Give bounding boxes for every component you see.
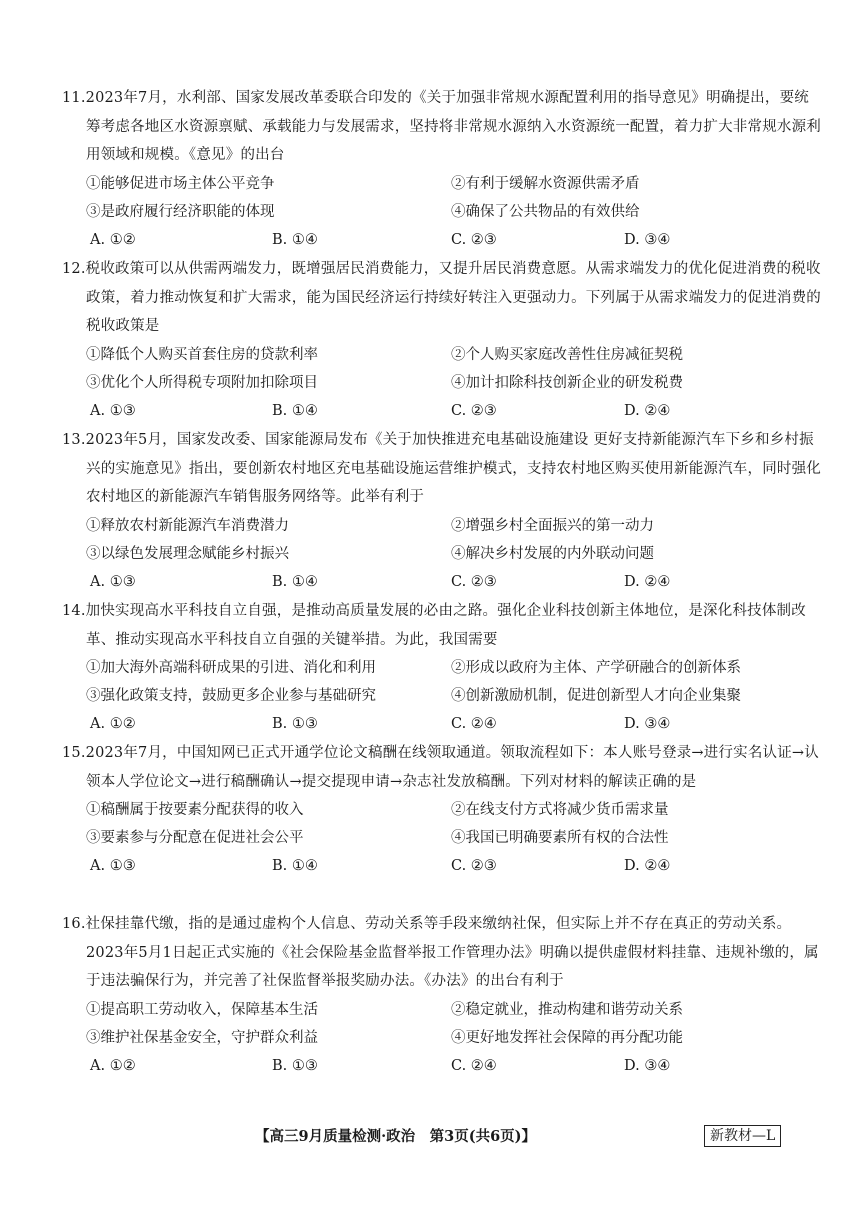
option-1: ①释放农村新能源汽车消费潜力 bbox=[86, 517, 289, 534]
edition-tag: 新教材—L bbox=[704, 1125, 781, 1147]
option-grid bbox=[62, 512, 822, 568]
answer-c: C. ②④ bbox=[451, 716, 497, 733]
option-4: ④更好地发挥社会保障的再分配功能 bbox=[451, 1029, 683, 1046]
answer-b: B. ①④ bbox=[272, 402, 318, 419]
option-3: ③强化政策支持，鼓励更多企业参与基础研究 bbox=[86, 688, 376, 705]
option-1: ①加大海外高端科研成果的引进、消化和利用 bbox=[86, 660, 376, 677]
page-footer bbox=[0, 1125, 868, 1149]
question-stem: 11.2023年7月，水利部、国家发展改革委联合印发的《关于加强非常规水源配置利用的指导意见》明确提出，要统筹考虑各地区水资源禀赋、承载能力与发展需求，坚持将非常规水源纳入水资源统一配置，着力扩大非常规水源利用领域和规模。《意见》的出台 bbox=[62, 90, 821, 164]
option-grid bbox=[62, 170, 822, 226]
option-grid bbox=[62, 341, 822, 397]
option-2: ②形成以政府为主体、产学研融合的创新体系 bbox=[451, 660, 741, 677]
option-grid bbox=[62, 796, 822, 852]
option-1: ①能够促进市场主体公平竞争 bbox=[86, 175, 275, 192]
answer-d: D. ③④ bbox=[624, 231, 671, 248]
option-1: ①稿酬属于按要素分配获得的收入 bbox=[86, 802, 304, 819]
answer-b: B. ①③ bbox=[272, 716, 318, 733]
answer-choices bbox=[62, 1052, 822, 1080]
option-1: ①降低个人购买首套住房的贷款利率 bbox=[86, 346, 318, 363]
answer-b: B. ①④ bbox=[272, 573, 318, 590]
question-16 bbox=[62, 910, 822, 1080]
option-grid bbox=[62, 996, 822, 1052]
option-3: ③优化个人所得税专项附加扣除项目 bbox=[86, 374, 318, 391]
answer-a: A. ①② bbox=[90, 1057, 136, 1074]
answer-d: D. ②④ bbox=[624, 402, 671, 419]
question-14 bbox=[62, 597, 822, 738]
option-4: ④加计扣除科技创新企业的研发税费 bbox=[451, 374, 683, 391]
question-13 bbox=[62, 426, 822, 596]
option-4: ④解决乡村发展的内外联动问题 bbox=[451, 545, 654, 562]
answer-d: D. ③④ bbox=[624, 716, 671, 733]
option-2: ②在线支付方式将减少货币需求量 bbox=[451, 802, 669, 819]
answer-b: B. ①④ bbox=[272, 858, 318, 875]
question-stem: 16.社保挂靠代缴，指的是通过虚构个人信息、劳动关系等手段来缴纳社保，但实际上并不存在真正的劳动关系。2023年5月1日起正式实施的《社会保险基金监督举报工作管理办法》明确以提供虚假材料挂靠、违规补缴的，属于违法骗保行为，并完善了社保监督举报奖励办法。《办法》的出台有利于 bbox=[62, 916, 819, 990]
answer-choices bbox=[62, 852, 822, 880]
answer-a: A. ①③ bbox=[90, 573, 136, 590]
option-1: ①提高职工劳动收入，保障基本生活 bbox=[86, 1001, 318, 1018]
option-3: ③以绿色发展理念赋能乡村振兴 bbox=[86, 545, 289, 562]
question-stem: 12.税收政策可以从供需两端发力，既增强居民消费能力，又提升居民消费意愿。从需求端发力的优化促进消费的税收政策，着力推动恢复和扩大需求，能为国民经济运行持续好转注入更强动力。下列属于从需求端发力的促进消费的税收政策是 bbox=[62, 261, 821, 335]
footer-title: 【高三9月质量检测·政治 第3页(共6页)】 bbox=[255, 1128, 537, 1145]
option-2: ②稳定就业，推动构建和谐劳动关系 bbox=[451, 1001, 683, 1018]
answer-c: C. ②③ bbox=[451, 231, 497, 248]
option-4: ④创新激励机制，促进创新型人才向企业集聚 bbox=[451, 688, 741, 705]
answer-choices bbox=[62, 568, 822, 596]
answer-a: A. ①② bbox=[90, 231, 136, 248]
answer-a: A. ①③ bbox=[90, 858, 136, 875]
answer-d: D. ③④ bbox=[624, 1057, 671, 1074]
option-3: ③要素参与分配意在促进社会公平 bbox=[86, 830, 304, 847]
question-stem: 14.加快实现高水平科技自立自强，是推动高质量发展的必由之路。强化企业科技创新主体地位，是深化科技体制改革、推动实现高水平科技自立自强的关键举措。为此，我国需要 bbox=[62, 603, 806, 648]
question-stem: 15.2023年7月，中国知网已正式开通学位论文稿酬在线领取通道。领取流程如下：本人账号登录→进行实名认证→认领本人学位论文→进行稿酬确认→提交提现申请→杂志社发放稿酬。下列对材料的解读正确的是 bbox=[62, 745, 819, 790]
answer-a: A. ①③ bbox=[90, 402, 136, 419]
question-11 bbox=[62, 84, 822, 254]
question-15 bbox=[62, 739, 822, 880]
answer-choices bbox=[62, 710, 822, 738]
answer-b: B. ①④ bbox=[272, 231, 318, 248]
answer-a: A. ①② bbox=[90, 716, 136, 733]
answer-c: C. ②③ bbox=[451, 402, 497, 419]
answer-choices bbox=[62, 397, 822, 425]
option-4: ④我国已明确要素所有权的合法性 bbox=[451, 830, 669, 847]
answer-b: B. ①③ bbox=[272, 1057, 318, 1074]
answer-c: C. ②③ bbox=[451, 573, 497, 590]
option-grid bbox=[62, 654, 822, 710]
question-stem: 13.2023年5月，国家发改委、国家能源局发布《关于加快推进充电基础设施建设 更好支持新能源汽车下乡和乡村振兴的实施意见》指出，要创新农村地区充电基础设施运营维护模式，支持农村地区购买使用新能源汽车，同时强化农村地区的新能源汽车销售服务网络等。此举有利于 bbox=[62, 432, 821, 506]
option-2: ②个人购买家庭改善性住房减征契税 bbox=[451, 346, 683, 363]
answer-choices bbox=[62, 226, 822, 254]
answer-d: D. ②④ bbox=[624, 858, 671, 875]
option-4: ④确保了公共物品的有效供给 bbox=[451, 203, 640, 220]
answer-c: C. ②④ bbox=[451, 1057, 497, 1074]
answer-d: D. ②④ bbox=[624, 573, 671, 590]
question-12 bbox=[62, 255, 822, 425]
option-2: ②增强乡村全面振兴的第一动力 bbox=[451, 517, 654, 534]
option-3: ③维护社保基金安全，守护群众利益 bbox=[86, 1029, 318, 1046]
answer-c: C. ②③ bbox=[451, 858, 497, 875]
option-2: ②有利于缓解水资源供需矛盾 bbox=[451, 175, 640, 192]
option-3: ③是政府履行经济职能的体现 bbox=[86, 203, 275, 220]
